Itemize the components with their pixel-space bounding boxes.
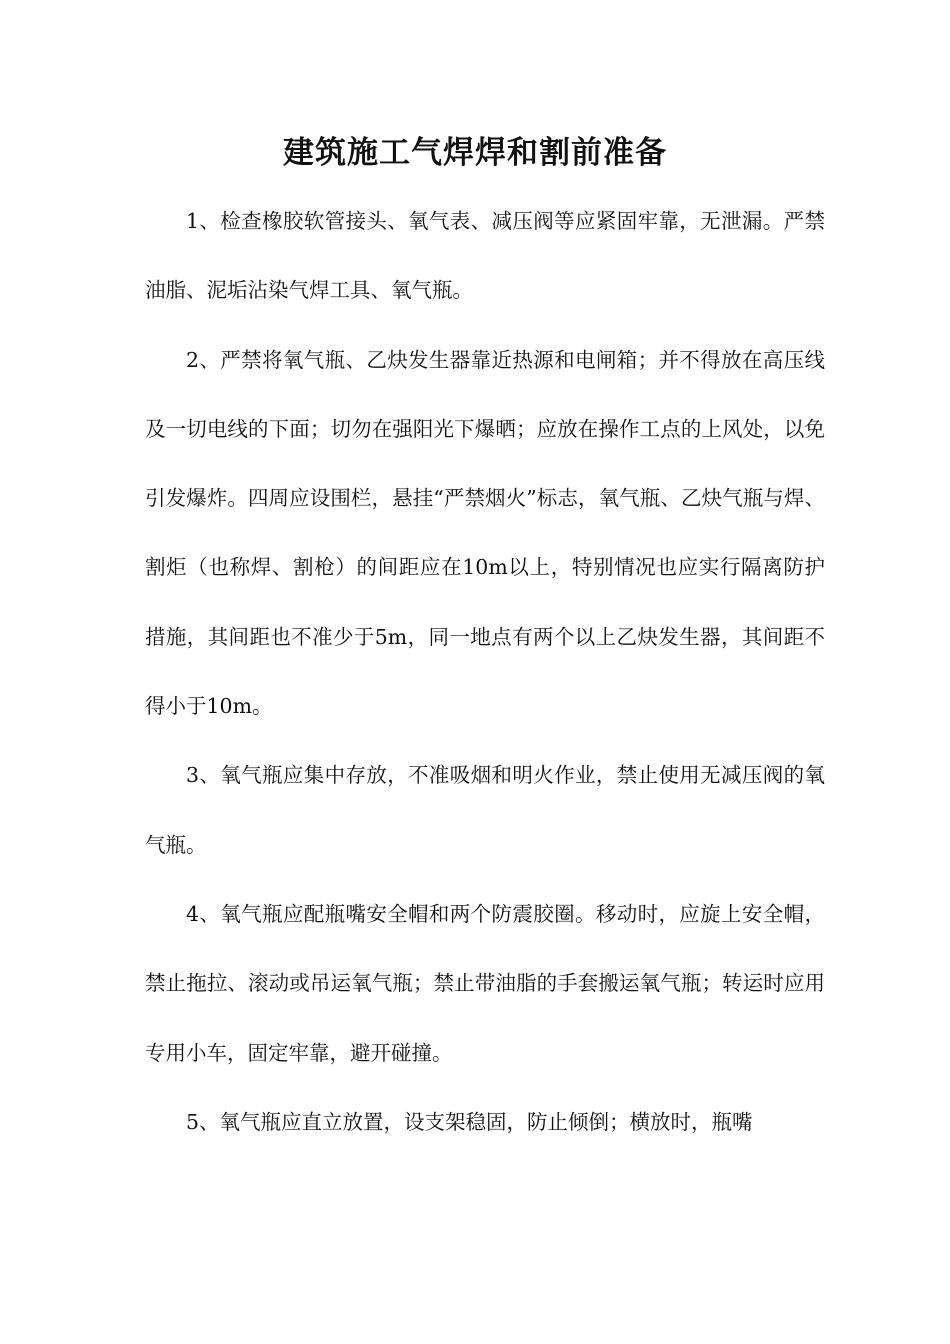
document-body bbox=[145, 187, 825, 1157]
paragraph-4: 4、氧气瓶应配瓶嘴安全帽和两个防震胶圈。移动时，应旋上安全帽，禁止拖拉、滚动或吊运氧气瓶；禁止带油脂的手套搬运氧气瓶；转运时应用专用小车，固定牢靠，避开碰撞。 bbox=[145, 901, 825, 1065]
paragraph-2: 2、严禁将氧气瓶、乙炔发生器靠近热源和电闸箱；并不得放在高压线及一切电线的下面；切勿在强阳光下爆晒；应放在操作工点的上风处，以免引发爆炸。四周应设围栏，悬挂“严禁烟火”标志，氧气瓶、乙炔气瓶与焊、割炬（也称焊、割枪）的间距应在10m以上，特别情况也应实行隔离防护措施，其间距也不准少于5m，同一地点有两个以上乙炔发生器，其间距不得小于10m。 bbox=[145, 347, 825, 719]
paragraph-1: 1、检查橡胶软管接头、氧气表、减压阀等应紧固牢靠，无泄漏。严禁油脂、泥垢沾染气焊工具、氧气瓶。 bbox=[145, 209, 825, 303]
paragraph-5: 5、氧气瓶应直立放置，设支架稳固，防止倾倒；横放时，瓶嘴 bbox=[186, 1109, 753, 1134]
document-title: 建筑施工气焊焊和割前准备 bbox=[283, 135, 667, 171]
paragraph-3: 3、氧气瓶应集中存放，不准吸烟和明火作业，禁止使用无减压阀的氧气瓶。 bbox=[145, 763, 825, 857]
